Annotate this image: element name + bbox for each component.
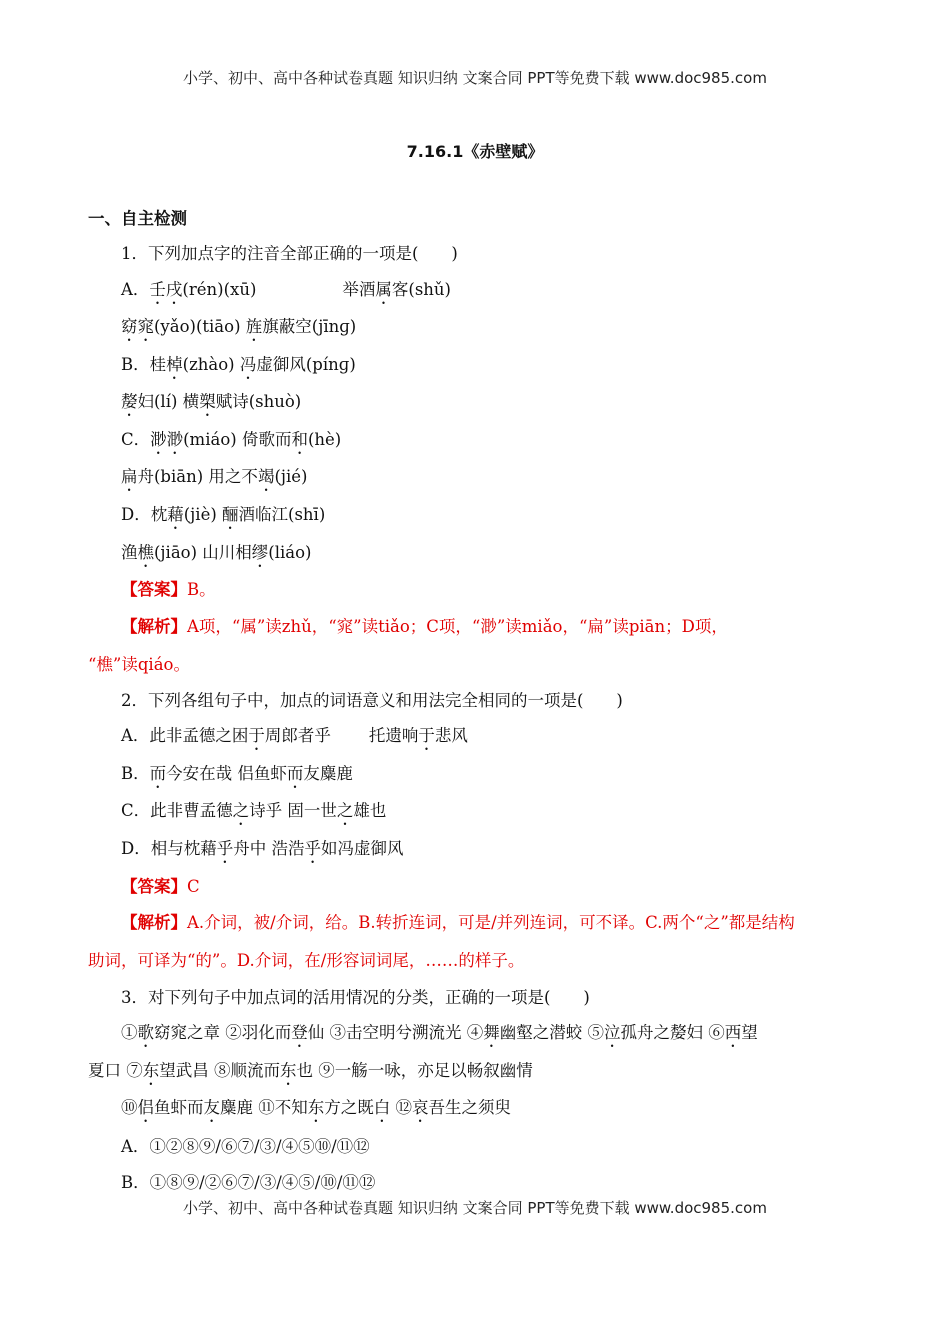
page-footer: 小学、初中、高中各种试卷真题 知识归纳 文案合同 PPT等免费下载 www.doc985.com [183, 1199, 767, 1217]
q3-items-line3: ⑩侣鱼虾而友麋鹿 ⑪不知东方之既白 ⑫哀吾生之须臾 [121, 1098, 511, 1117]
q2-answer: 【答案】C [121, 877, 200, 896]
q1-option-b-line1: B．桂棹(zhào) 冯虚御风(pínɡ) [121, 355, 356, 374]
q3-stem: 3．对下列句子中加点词的活用情况的分类，正确的一项是( ) [121, 988, 590, 1007]
q3-option-b: B．①⑧⑨/②⑥⑦/③/④⑤/⑩/⑪⑫ [121, 1173, 376, 1192]
q3-items-line1: ①歌窈窕之章 ②羽化而登仙 ③击空明兮溯流光 ④舞幽壑之潜蛟 ⑤泣孤舟之嫠妇 ⑥西望 [121, 1023, 758, 1042]
q2-stem: 2．下列各组句子中，加点的词语意义和用法完全相同的一项是( ) [121, 691, 623, 710]
q1-option-a-line1: A．壬戌(rén)(xū) 举酒属客(shǔ) [121, 280, 451, 299]
q3-items-line2: 夏口 ⑦东望武昌 ⑧顺流而东也 ⑨一觞一咏，亦足以畅叙幽情 [88, 1061, 533, 1080]
q1-option-a-line2: 窈窕(yǎo)(tiāo) 旌旗蔽空(jīnɡ) [121, 317, 357, 336]
section-heading: 一、自主检测 [88, 209, 187, 228]
q3-option-a: A．①②⑧⑨/⑥⑦/③/④⑤⑩/⑪⑫ [121, 1137, 370, 1156]
q1-analysis-line2: “樵”读qiáo。 [88, 655, 190, 674]
q1-stem: 1．下列加点字的注音全部正确的一项是( ) [121, 244, 458, 263]
q2-analysis-line2: 助词，可译为“的”。D.介词，在/形容词词尾，……的样子。 [88, 951, 525, 970]
page-header: 小学、初中、高中各种试卷真题 知识归纳 文案合同 PPT等免费下载 www.doc985.com [183, 69, 767, 87]
q1-option-d-line2: 渔樵(jiāo) 山川相缪(liáo) [121, 543, 312, 562]
q2-option-d: D．相与枕藉乎舟中 浩浩乎如冯虚御风 [121, 839, 404, 858]
q2-option-b: B．而今安在哉 侣鱼虾而友麋鹿 [121, 764, 353, 783]
q1-answer: 【答案】B。 [121, 580, 216, 599]
q1-option-b-line2: 嫠妇(lí) 横槊赋诗(shuò) [121, 392, 302, 411]
q1-option-d-line1: D．枕藉(jiè) 酾酒临江(shī) [121, 505, 326, 524]
q1-option-c-line2: 扁舟(biān) 用之不竭(jié) [121, 467, 308, 486]
q1-analysis-line1: 【解析】A项，“属”读zhǔ，“窕”读tiǎo；C项，“渺”读miǎo，“扁”读piān；D项， [121, 617, 728, 636]
q2-analysis-line1: 【解析】A.介词，被/介词，给。B.转折连词，可是/并列连词，可不译。C.两个“之”都是结构 [121, 913, 795, 932]
doc-title: 7.16.1《赤壁赋》 [406, 142, 544, 161]
q1-option-c-line1: C．渺渺(miáo) 倚歌而和(hè) [121, 430, 342, 449]
q2-option-c: C．此非曹孟德之诗乎 固一世之雄也 [121, 801, 387, 820]
q2-option-a: A．此非孟德之困于周郎者乎 托遗响于悲风 [121, 726, 468, 745]
